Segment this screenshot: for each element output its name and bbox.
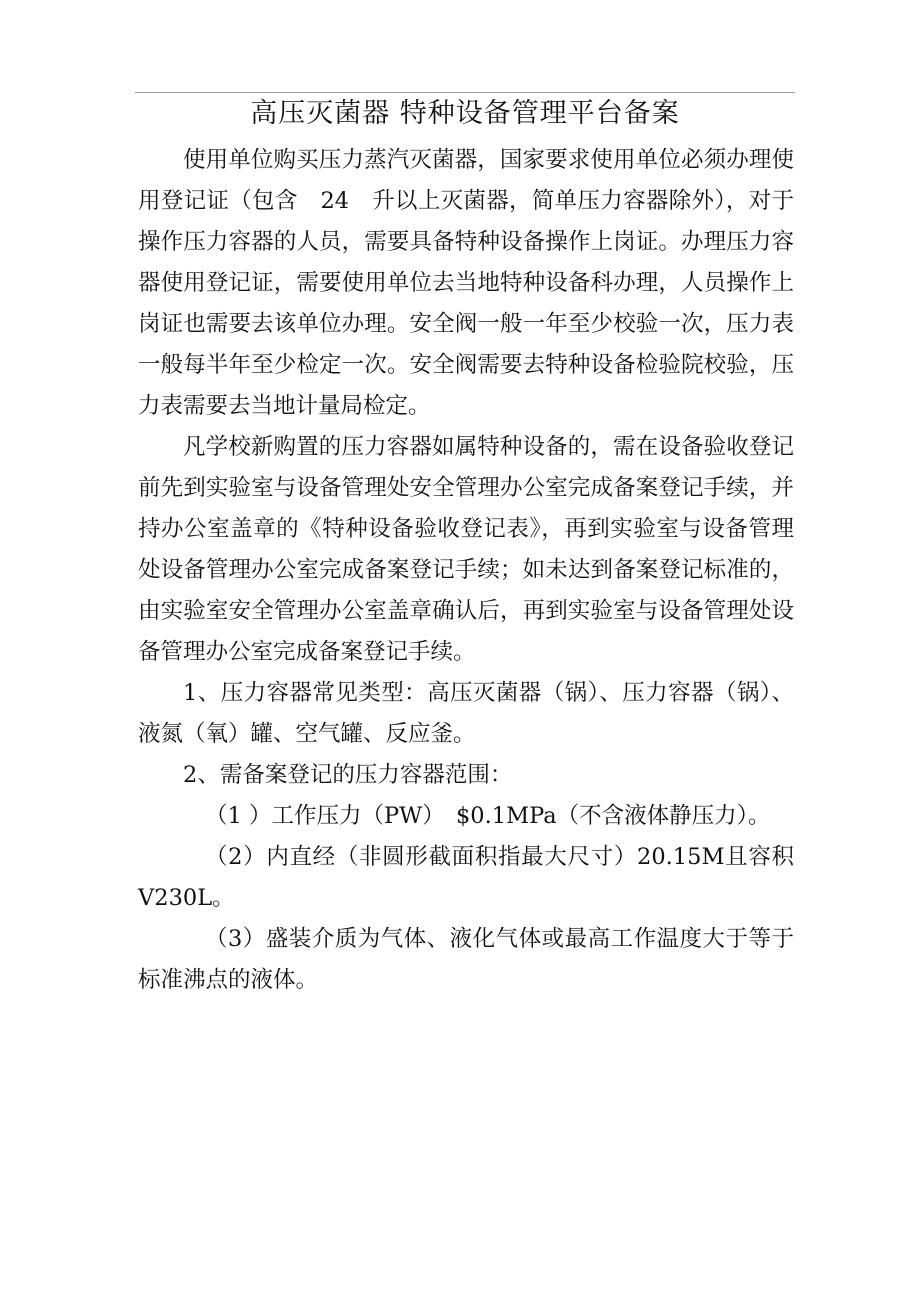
document-title: 高压灭菌器 特种设备管理平台备案 [250,98,680,129]
paragraph-scope-item-1: （1 ）工作压力（PW） $0.1MPa（不含液体静压力）。 [205,803,771,829]
paragraph-school-procedure: 凡学校新购置的压力容器如属特种设备的，需在设备验收登记前先到实验室与设备管理处安全管理办公室完成备案登记手续，并持办公室盖章的《特种设备验收登记表》，再到实验室与设备管理处设备管理办公室完成备案登记手续；如未达到备案登记标准的，由实验室安全管理办公室盖章确认后，再到实验室与设备管理处设备管理办公室完成备案登记手续。 [138,434,794,665]
paragraph-scope-item-2: （2）内直经（非圆形截面积指最大尺寸）20.15M且容积V230L。 [138,844,794,911]
document-body [138,140,794,1001]
paragraph-common-types: 1、压力容器常见类型：高压灭菌器（锅）、压力容器（锅）、液氮（氧）罐、空气罐、反应釜。 [138,680,794,747]
paragraph-registration-requirements: 使用单位购买压力蒸汽灭菌器，国家要求使用单位必须办理使用登记证（包含 24 升以上灭菌器，简单压力容器除外），对于操作压力容器的人员，需要具备特种设备操作上岗证。办理压力容器使用登记证，需要使用单位去当地特种设备科办理，人员操作上岗证也需要去该单位办理。安全阀一般一年至少校验一次，压力表一般每半年至少检定一次。安全阀需要去特种设备检验院校验，压力表需要去当地计量局检定。 [138,147,794,419]
header-rule [135,92,795,93]
paragraph-scope-heading: 2、需备案登记的压力容器范围： [183,762,513,788]
paragraph-scope-item-3: （3）盛装介质为气体、液化气体或最高工作温度大于等于标准沸点的液体。 [138,926,794,993]
